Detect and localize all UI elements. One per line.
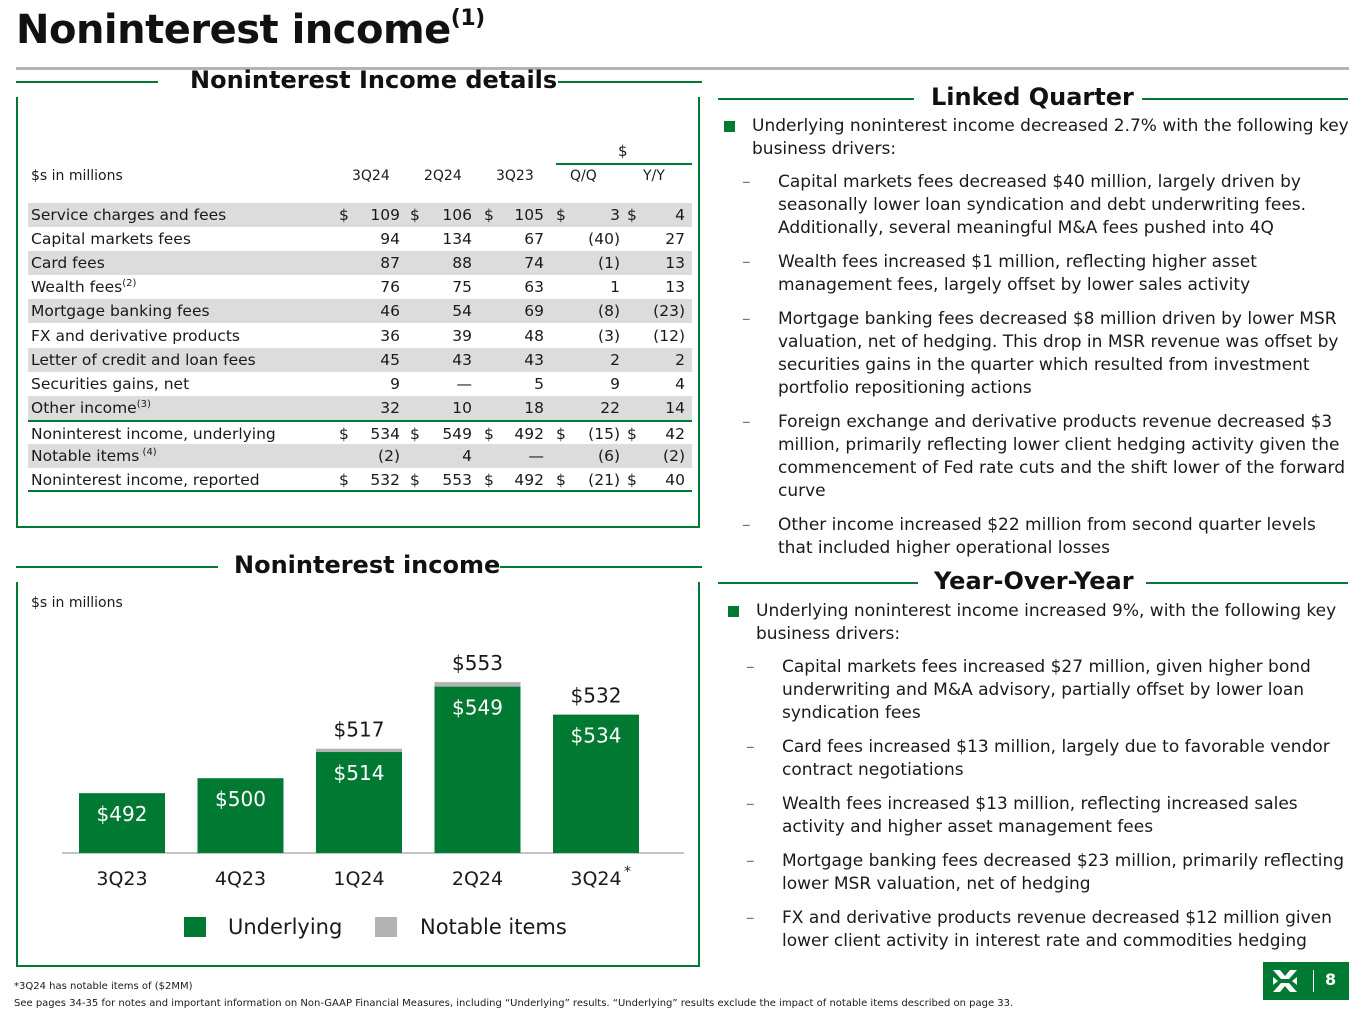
details-heading: Noninterest Income details — [190, 66, 558, 94]
cell-value: 134 — [442, 230, 472, 249]
row-label: Service charges and fees — [31, 206, 227, 224]
cell-value: (40) — [588, 230, 620, 249]
cell-value: 36 — [380, 326, 400, 345]
cell-value: 5 — [534, 374, 544, 393]
row-label: Letter of credit and loan fees — [31, 350, 256, 369]
x-tick-label: 4Q23 — [214, 868, 267, 890]
cell-value: 492 — [514, 471, 544, 490]
footnote-nongaap: See pages 34-35 for notes and important information on Non-GAAP Financial Measures, including “Underlying” results. “Underlying” results exclude the impact of notable items described on page 33. — [14, 998, 1014, 1009]
sub-bullet — [718, 411, 1354, 503]
cell-value: 32 — [380, 398, 400, 417]
cell-value: (2) — [378, 447, 400, 465]
row-label: Card fees — [31, 254, 105, 273]
sub-bullet — [718, 308, 1354, 400]
dollar-sign: $ — [484, 424, 494, 443]
lq-main-bullet: Underlying noninterest income decreased 2.7% with the following key business drivers: — [718, 115, 1354, 161]
dollar-sign: $ — [556, 206, 566, 224]
bar-value-label: $492 — [96, 802, 148, 827]
row-label: Notable items $^{(4)}$ — [31, 447, 157, 465]
cell-value: 105 — [514, 206, 544, 224]
dollar-sign: $ — [410, 424, 420, 443]
cell-value: 14 — [665, 398, 685, 417]
cell-value: 492 — [514, 424, 544, 443]
bar-value-label: $514 — [333, 761, 385, 786]
legend-swatch-notable — [375, 917, 397, 937]
cell-value: 45 — [380, 350, 400, 369]
linked-quarter-header — [718, 83, 1348, 113]
dollar-sign: $ — [556, 471, 566, 490]
page-title: Noninterest income$^{(1)}$ — [16, 6, 485, 53]
sub-bullet-text: FX and derivative products revenue decreased $12 million given lower client activity in interest rate and commodities hedging — [782, 908, 1332, 951]
cell-value: 9 — [610, 374, 620, 393]
cell-value: 13 — [665, 254, 685, 273]
cell-value: (1) — [598, 254, 620, 273]
cell-value: 3 — [610, 206, 620, 224]
cell-value: 54 — [452, 302, 472, 321]
sub-bullet-text: Foreign exchange and derivative products revenue decreased $3 million, primarily reflecting lower client hedging activity given the commencement of Fed rate cuts and the shift lower of the forward curve — [778, 412, 1345, 501]
cell-value: 76 — [380, 278, 400, 297]
row-label: Securities gains, net — [31, 374, 190, 393]
row-label: Wealth fees$^{(2)}$ — [31, 278, 137, 297]
bar-value-label: $500 — [215, 787, 266, 812]
yoy-main-bullet: Underlying noninterest income increased 9%, with the following key business drivers: — [722, 600, 1354, 646]
cell-value: 18 — [524, 398, 544, 417]
cell-value: — — [528, 447, 544, 465]
cell-value: 106 — [442, 206, 472, 224]
cell-value: 87 — [380, 254, 400, 273]
dash-icon: – — [746, 737, 755, 757]
cell-value: 553 — [442, 471, 472, 490]
cell-value: 4 — [462, 447, 472, 465]
cell-value: 40 — [665, 471, 685, 490]
cell-value: (23) — [653, 302, 685, 321]
bar-total-label: $553 — [452, 651, 503, 676]
cell-value: (12) — [653, 326, 685, 345]
citizens-logo-icon — [1271, 968, 1299, 994]
dollar-sign: $ — [627, 424, 637, 443]
bullet-square-icon — [724, 121, 735, 132]
cell-value: 46 — [380, 302, 400, 321]
bar-notable-items — [316, 749, 402, 752]
cell-value: (3) — [598, 326, 620, 345]
dollar-sign: $ — [410, 471, 420, 490]
dash-icon: – — [742, 515, 751, 535]
dash-icon: – — [742, 172, 751, 192]
cell-value: 39 — [452, 326, 472, 345]
bar-value-label: $549 — [452, 695, 503, 720]
cell-value: 42 — [665, 424, 685, 443]
dollar-sign: $ — [627, 471, 637, 490]
sub-bullet-text: Mortgage banking fees decreased $8 million driven by lower MSR valuation, net of hedging. This drop in MSR revenue was offset by securities gains in the quarter which resulted from investment portfolio repositioning actions — [778, 309, 1339, 398]
sub-bullet — [718, 514, 1354, 560]
cell-value: 88 — [452, 254, 472, 273]
legend-label-underlying: Underlying — [228, 915, 343, 939]
cell-value: (6) — [598, 447, 620, 465]
cell-value: 532 — [370, 471, 400, 490]
dash-icon: – — [742, 309, 751, 329]
cell-value: 1 — [610, 278, 620, 297]
sub-bullet — [718, 171, 1354, 240]
linked-quarter-bullets — [718, 115, 1354, 571]
chart-heading: Noninterest income — [234, 551, 501, 579]
sub-bullet — [718, 251, 1354, 297]
bar-total-label: $517 — [333, 717, 385, 742]
x-tick-label: 1Q24 — [333, 868, 385, 890]
sub-bullet-text: Other income increased $22 million from second quarter levels that included higher operational losses — [778, 515, 1316, 558]
brand-logo — [1263, 962, 1349, 1000]
cell-value: 10 — [452, 398, 472, 417]
bullet-square-icon — [728, 606, 739, 617]
cell-value: — — [456, 374, 472, 393]
section-line-right — [1146, 582, 1348, 584]
sub-bullet — [722, 907, 1354, 953]
dash-icon: – — [746, 794, 755, 814]
sub-bullet-text: Wealth fees increased $1 million, reflecting higher asset management fees, largely offset by lower sales activity — [778, 252, 1257, 295]
footnote-notable: *3Q24 has notable items of ($2MM) — [14, 981, 193, 992]
dollar-sign: $ — [484, 471, 494, 490]
sub-bullet — [722, 736, 1354, 782]
dollar-sign: $ — [556, 424, 566, 443]
sub-bullet-text: Card fees increased $13 million, largely due to favorable vendor contract negotiations — [782, 737, 1330, 780]
sub-bullet — [722, 793, 1354, 839]
row-label: FX and derivative products — [31, 326, 240, 345]
row-footnote-ref: (4) — [139, 447, 157, 458]
legend-label-notable: Notable items — [420, 915, 567, 939]
x-tick-label: 3Q23 — [96, 868, 148, 890]
page-number: 8 — [1325, 970, 1337, 989]
dash-icon: – — [746, 851, 755, 871]
cell-value: (8) — [598, 302, 620, 321]
cell-value: 9 — [390, 374, 400, 393]
x-tick-label: 3Q24 — [570, 868, 622, 890]
linked-quarter-heading: Linked Quarter — [931, 83, 1134, 111]
cell-value: 94 — [380, 230, 400, 249]
cell-value: 549 — [442, 424, 472, 443]
cell-value: 27 — [665, 230, 685, 249]
cell-value: 534 — [370, 424, 400, 443]
yoy-bullets — [722, 600, 1354, 964]
cell-value: 69 — [524, 302, 544, 321]
cell-value: 2 — [675, 350, 685, 369]
yoy-heading: Year-Over-Year — [934, 567, 1134, 595]
cell-value: 4 — [675, 374, 685, 393]
legend-swatch-underlying — [184, 917, 206, 937]
row-footnote-ref: (2) — [122, 278, 137, 290]
cell-value: 2 — [610, 350, 620, 369]
cell-value: 109 — [370, 206, 400, 224]
col-header-3q24: 3Q24 — [352, 168, 390, 184]
cell-value: 67 — [524, 230, 544, 249]
row-footnote-ref: (3) — [136, 398, 151, 410]
section-line-right — [1142, 98, 1348, 100]
bar-value-label: $534 — [570, 723, 622, 748]
dollar-sign: $ — [627, 206, 637, 224]
cell-value: 13 — [665, 278, 685, 297]
cell-value: 4 — [675, 206, 685, 224]
row-label: Capital markets fees — [31, 230, 191, 249]
units-label: $s in millions — [31, 168, 123, 184]
dash-icon: – — [746, 657, 755, 677]
dollar-sign: $ — [339, 471, 349, 490]
cell-value: (21) — [588, 471, 620, 490]
logo-divider — [1313, 970, 1314, 992]
sub-bullet-text: Mortgage banking fees decreased $23 million, primarily reflecting lower MSR valuation, net of hedging — [782, 851, 1345, 894]
cell-value: 48 — [524, 326, 544, 345]
cell-value: 74 — [524, 254, 544, 273]
sub-bullet — [722, 850, 1354, 896]
col-header-yy: Y/Y — [643, 168, 665, 184]
cell-value: 22 — [600, 398, 620, 417]
cell-value: 63 — [524, 278, 544, 297]
col-header-qq: Q/Q — [570, 168, 597, 184]
dollar-change-header: $ — [618, 142, 628, 160]
sub-bullet-text: Wealth fees increased $13 million, reflecting increased sales activity and higher asset management fees — [782, 794, 1298, 837]
x-tick-marker: * — [624, 864, 631, 880]
cell-value: 75 — [452, 278, 472, 297]
chart-units-label: $s in millions — [31, 595, 123, 611]
sub-bullet-text: Capital markets fees increased $27 million, given higher bond underwriting and M&A advisory, partially offset by lower loan syndication fees — [782, 657, 1311, 723]
section-line-left — [718, 98, 914, 100]
col-header-3q23: 3Q23 — [496, 168, 534, 184]
dollar-sign: $ — [484, 206, 494, 224]
dollar-sign: $ — [339, 424, 349, 443]
sub-bullet-text: Capital markets fees decreased $40 million, largely driven by seasonally lower loan syndication and debt underwriting fees. Additionally, several meaningful M&A fees pushed into 4Q — [778, 172, 1307, 238]
cell-value: (2) — [663, 447, 685, 465]
row-label: Other income$^{(3)}$ — [31, 398, 151, 417]
col-header-2q24: 2Q24 — [424, 168, 462, 184]
dash-icon: – — [742, 412, 751, 432]
dollar-sign: $ — [410, 206, 420, 224]
cell-value: (15) — [588, 424, 620, 443]
dash-icon: – — [742, 252, 751, 272]
row-label: Mortgage banking fees — [31, 302, 210, 321]
cell-value: 43 — [524, 350, 544, 369]
sub-bullet — [722, 656, 1354, 725]
section-line-left — [718, 582, 918, 584]
x-tick-label: 2Q24 — [451, 868, 504, 890]
row-label: Noninterest income, underlying — [31, 424, 276, 443]
row-label: Noninterest income, reported — [31, 471, 260, 490]
cell-value: 43 — [452, 350, 472, 369]
dash-icon: – — [746, 908, 755, 928]
bar-total-label: $532 — [570, 683, 622, 708]
bar-notable-items — [435, 682, 521, 686]
yoy-header — [718, 567, 1348, 597]
dollar-sign: $ — [339, 206, 349, 224]
